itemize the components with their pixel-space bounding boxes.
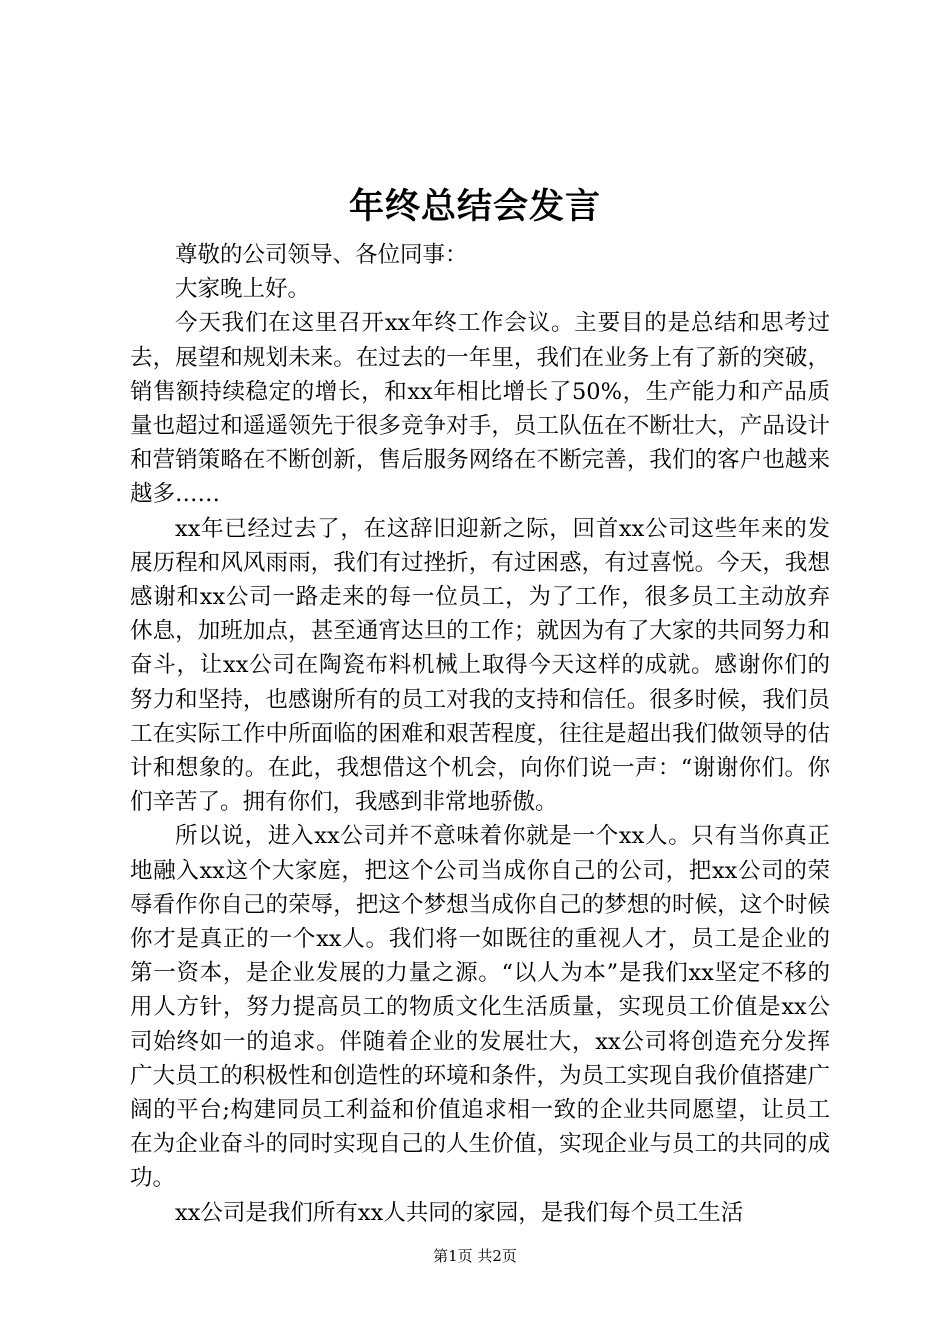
- body-paragraph: xx公司是我们所有xx人共同的家园，是我们每个员工生活: [175, 1199, 744, 1226]
- document-title: 年终总结会发言: [348, 186, 601, 227]
- body-paragraph: xx年已经过去了，在这辞旧迎新之际，回首xx公司这些年来的发展历程和风风雨雨，我们有过挫折，有过困惑，有过喜悦。今天，我想感谢和xx公司一路走来的每一位员工，为了工作，很多员工主动放弃休息，加班加点，甚至通宵达旦的工作；就因为有了大家的共同努力和奋斗，让xx公司在陶瓷布料机械上取得今天这样的成就。感谢你们的努力和坚持，也感谢所有的员工对我的支持和信任。很多时候，我们员工在实际工作中所面临的困难和艰苦程度，往往是超出我们做领导的估计和想象的。在此，我想借这个机会，向你们说一声：“谢谢你们。你们辛苦了。拥有你们，我感到非常地骄傲。: [130, 515, 830, 816]
- greeting-paragraph: 大家晚上好。: [175, 276, 311, 303]
- body-paragraph: 今天我们在这里召开xx年终工作会议。主要目的是总结和思考过去，展望和规划未来。在过去的一年里，我们在业务上有了新的突破，销售额持续稳定的增长，和xx年相比增长了50%，生产能力和产品质量也超过和遥遥领先于很多竞争对手，员工队伍在不断壮大，产品设计和营销策略在不断创新，售后服务网络在不断完善，我们的客户也越来越多……: [130, 310, 830, 508]
- salutation-paragraph: 尊敬的公司领导、各位同事：: [175, 242, 468, 268]
- body-paragraph: 所以说，进入xx公司并不意味着你就是一个xx人。只有当你真正地融入xx这个大家庭，把这个公司当成你自己的公司，把xx公司的荣辱看作你自己的荣辱，把这个梦想当成你自己的梦想的时候，这个时候你才是真正的一个xx人。我们将一如既往的重视人才，员工是企业的第一资本，是企业发展的力量之源。“以人为本”是我们xx坚定不移的用人方针，努力提高员工的物质文化生活质量，实现员工价值是xx公司始终如一的追求。伴随着企业的发展壮大，xx公司将创造充分发挥广大员工的积极性和创造性的环境和条件，为员工实现自我价值搭建广阔的平台;构建同员工利益和价值追求相一致的企业共同愿望，让员工在为企业奋斗的同时实现自己的人生价值，实现企业与员工的共同的成功。: [130, 823, 830, 1192]
- page-footer: 第1页 共2页: [433, 1247, 517, 1265]
- document-body: [130, 238, 830, 1230]
